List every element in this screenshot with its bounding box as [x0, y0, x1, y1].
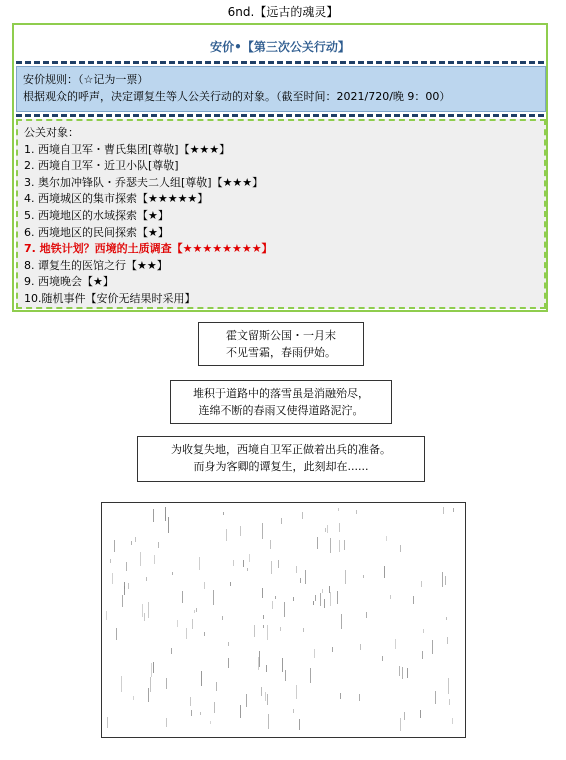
rain-streak	[386, 536, 387, 541]
rain-streak	[259, 651, 260, 667]
rain-streak	[128, 583, 129, 589]
rain-streak	[443, 507, 444, 514]
rain-streak	[106, 611, 107, 620]
rain-streak	[359, 694, 360, 701]
rain-streak	[278, 560, 279, 568]
target-item-highlighted: 7. 地铁计划？西境的土质调查【★★★★★★★★】	[24, 242, 273, 256]
rain-streak	[322, 589, 323, 593]
rain-streak	[122, 595, 123, 607]
rain-streak	[191, 710, 192, 716]
rain-streak	[314, 649, 315, 658]
rain-streak	[270, 540, 271, 549]
rain-streak	[258, 657, 259, 670]
rain-streak	[142, 604, 143, 617]
rain-streak	[177, 620, 178, 627]
rain-streak	[447, 637, 448, 644]
rain-streak	[150, 677, 151, 692]
rules-label: 安价规则：（☆记为一票）	[23, 73, 149, 86]
rain-streak	[338, 508, 339, 511]
rain-streak	[275, 596, 276, 599]
rain-streak	[201, 671, 202, 686]
rain-streak	[135, 537, 136, 542]
rain-streak	[341, 614, 342, 629]
target-item: 9. 西境晚会【★】	[24, 275, 114, 289]
rain-streak	[151, 663, 152, 677]
target-item: 4. 西境城区的集市探索【★★★★★】	[24, 192, 209, 206]
rain-streak	[228, 658, 229, 668]
target-item: 8. 谭复生的医馆之行【★★】	[24, 258, 168, 272]
rain-streak	[339, 523, 340, 532]
rain-streak	[302, 512, 303, 519]
rain-streak	[330, 592, 331, 606]
rain-streak	[271, 561, 272, 574]
rain-streak	[299, 719, 300, 730]
rain-streak	[166, 678, 167, 689]
rain-streak	[421, 581, 422, 587]
rain-streak	[360, 644, 361, 650]
rain-streak	[366, 612, 367, 618]
rain-streak	[296, 566, 297, 573]
rain-streak	[399, 666, 400, 676]
rain-streak	[210, 721, 211, 724]
rain-streak	[315, 595, 316, 601]
rain-streak	[356, 510, 357, 514]
rain-illustration-panel	[101, 502, 466, 738]
rain-streak	[204, 632, 205, 636]
rain-streak	[402, 667, 403, 679]
rain-streak	[165, 507, 166, 521]
rain-streak	[230, 582, 231, 586]
rain-streak	[340, 693, 341, 699]
narration-line: 连绵不断的春雨又使得道路泥泞。	[198, 404, 364, 417]
rain-streak	[285, 670, 286, 681]
rain-streak	[267, 625, 268, 640]
rain-streak	[404, 712, 405, 720]
rain-streak	[281, 518, 282, 524]
rain-streak	[344, 540, 345, 550]
narration-line: 而身为客卿的谭复生，此刻却在......	[193, 460, 369, 473]
rain-streak	[395, 639, 396, 649]
rain-streak	[246, 694, 247, 707]
targets-label: 公关对象：	[24, 126, 79, 139]
rain-streak	[140, 552, 141, 566]
dashed-divider	[16, 61, 544, 64]
rain-streak	[116, 628, 117, 640]
rain-streak	[382, 656, 383, 661]
rain-streak	[182, 591, 183, 603]
rain-streak	[192, 619, 193, 629]
rain-streak	[317, 537, 318, 549]
rain-streak	[310, 668, 311, 683]
rain-streak	[448, 678, 449, 694]
rain-streak	[199, 557, 200, 570]
rain-streak	[400, 718, 401, 731]
rain-streak	[305, 570, 306, 584]
rain-streak	[339, 540, 340, 552]
rain-streak	[233, 560, 234, 566]
rain-streak	[435, 691, 436, 704]
rain-streak	[196, 608, 197, 612]
rain-streak	[293, 597, 294, 601]
dashed-divider	[16, 114, 544, 117]
narration-box	[170, 380, 392, 424]
target-item: 10.随机事件【安价无结果时采用】	[24, 291, 196, 305]
target-item: 6. 西境地区的民间探索【★】	[24, 225, 169, 239]
rain-streak	[172, 572, 173, 575]
rain-streak	[114, 540, 115, 552]
rain-streak	[168, 517, 169, 533]
rain-streak	[153, 509, 154, 522]
page-title: 6nd.【远古的魂灵】	[227, 5, 339, 19]
rain-streak	[223, 512, 224, 515]
rain-streak	[390, 595, 391, 599]
rain-streak	[345, 570, 346, 584]
rain-streak	[107, 717, 108, 728]
rain-streak	[121, 676, 122, 692]
rain-streak	[407, 668, 408, 678]
rain-streak	[262, 523, 263, 539]
targets-box	[16, 119, 546, 309]
narration-box	[198, 322, 364, 366]
rain-streak	[313, 601, 314, 605]
vote-title: 安价•【第三次公关行动】	[210, 40, 350, 54]
rain-streak	[325, 528, 326, 532]
rain-streak	[190, 697, 191, 706]
rain-streak	[166, 718, 167, 727]
rain-streak	[146, 577, 147, 581]
rain-streak	[262, 588, 263, 598]
rain-streak	[194, 610, 195, 613]
rain-streak	[222, 616, 223, 620]
rain-streak	[445, 576, 446, 585]
narration-box	[137, 436, 425, 482]
rain-streak	[144, 613, 145, 621]
rain-streak	[213, 590, 214, 605]
rain-streak	[265, 692, 266, 701]
rain-streak	[204, 582, 205, 589]
rain-streak	[337, 591, 338, 604]
rain-streak	[240, 526, 241, 536]
rain-streak	[280, 627, 281, 631]
rain-streak	[153, 662, 154, 673]
rain-streak	[282, 658, 283, 672]
rain-streak	[148, 688, 149, 702]
rain-streak	[216, 682, 217, 691]
rain-streak	[240, 705, 241, 718]
rain-streak	[453, 508, 454, 512]
rain-streak	[249, 554, 250, 562]
rain-streak	[254, 625, 255, 637]
rain-streak	[110, 559, 111, 563]
rain-streak	[293, 709, 294, 713]
rain-streak	[284, 602, 285, 617]
rain-streak	[300, 578, 301, 583]
rain-streak	[363, 575, 364, 578]
rain-streak	[112, 573, 113, 584]
rules-text: 根据观众的呼声，决定谭复生等人公关行动的对象。（截至时间：2021/720/晚 9：00）	[23, 90, 451, 103]
rain-streak	[228, 642, 229, 646]
rain-streak	[442, 572, 443, 587]
rain-streak	[247, 568, 248, 571]
rain-streak	[200, 712, 201, 715]
rain-streak	[332, 647, 333, 652]
rain-streak	[330, 538, 331, 553]
narration-line: 不见雪霜，春雨伊始。	[226, 346, 336, 359]
rules-box	[16, 66, 546, 112]
rain-streak	[420, 710, 421, 718]
rain-streak	[452, 718, 453, 724]
target-item: 2. 西境自卫军・近卫小队[尊敬]	[24, 159, 179, 173]
rain-streak	[148, 602, 149, 618]
rain-streak	[327, 525, 328, 533]
rain-streak	[303, 628, 304, 632]
rain-streak	[423, 629, 424, 633]
rain-streak	[422, 651, 423, 659]
rain-streak	[324, 599, 325, 608]
target-item: 5. 西境地区的水域探索【★】	[24, 208, 169, 222]
vote-frame	[12, 23, 548, 312]
rain-streak	[296, 685, 297, 699]
rain-streak	[413, 596, 414, 604]
rain-streak	[126, 562, 127, 571]
rain-streak	[214, 702, 215, 713]
rain-streak	[449, 699, 450, 705]
rain-streak	[171, 648, 172, 654]
rain-streak	[266, 665, 267, 672]
narration-line: 为收复失地，西境自卫军正做着出兵的准备。	[171, 443, 391, 456]
rain-streak	[133, 696, 134, 700]
rain-streak	[186, 628, 187, 639]
rain-streak	[131, 541, 132, 545]
rain-streak	[158, 542, 159, 548]
rain-streak	[268, 714, 269, 729]
target-item: 3. 奥尔加冲锋队・乔瑟夫二人组[尊敬]【★★★】	[24, 175, 264, 189]
target-item: 1. 西境自卫军・曹氏集团[尊敬]【★★★】	[24, 142, 231, 156]
rain-streak	[320, 593, 321, 606]
narration-line: 堆积于道路中的落雪虽是消融殆尽，	[193, 387, 369, 400]
rain-streak	[263, 615, 264, 619]
rain-streak	[384, 566, 385, 578]
rain-streak	[272, 601, 273, 609]
rain-streak	[446, 617, 447, 620]
rain-streak	[267, 694, 268, 705]
rain-streak	[154, 555, 155, 564]
rain-streak	[226, 529, 227, 541]
rain-streak	[400, 545, 401, 552]
rain-streak	[124, 582, 125, 589]
rain-streak	[432, 640, 433, 654]
rain-streak	[263, 625, 264, 628]
rain-streak	[243, 560, 244, 567]
rain-streak	[261, 687, 262, 696]
narration-line: 霍文留斯公国・一月末	[226, 329, 336, 342]
